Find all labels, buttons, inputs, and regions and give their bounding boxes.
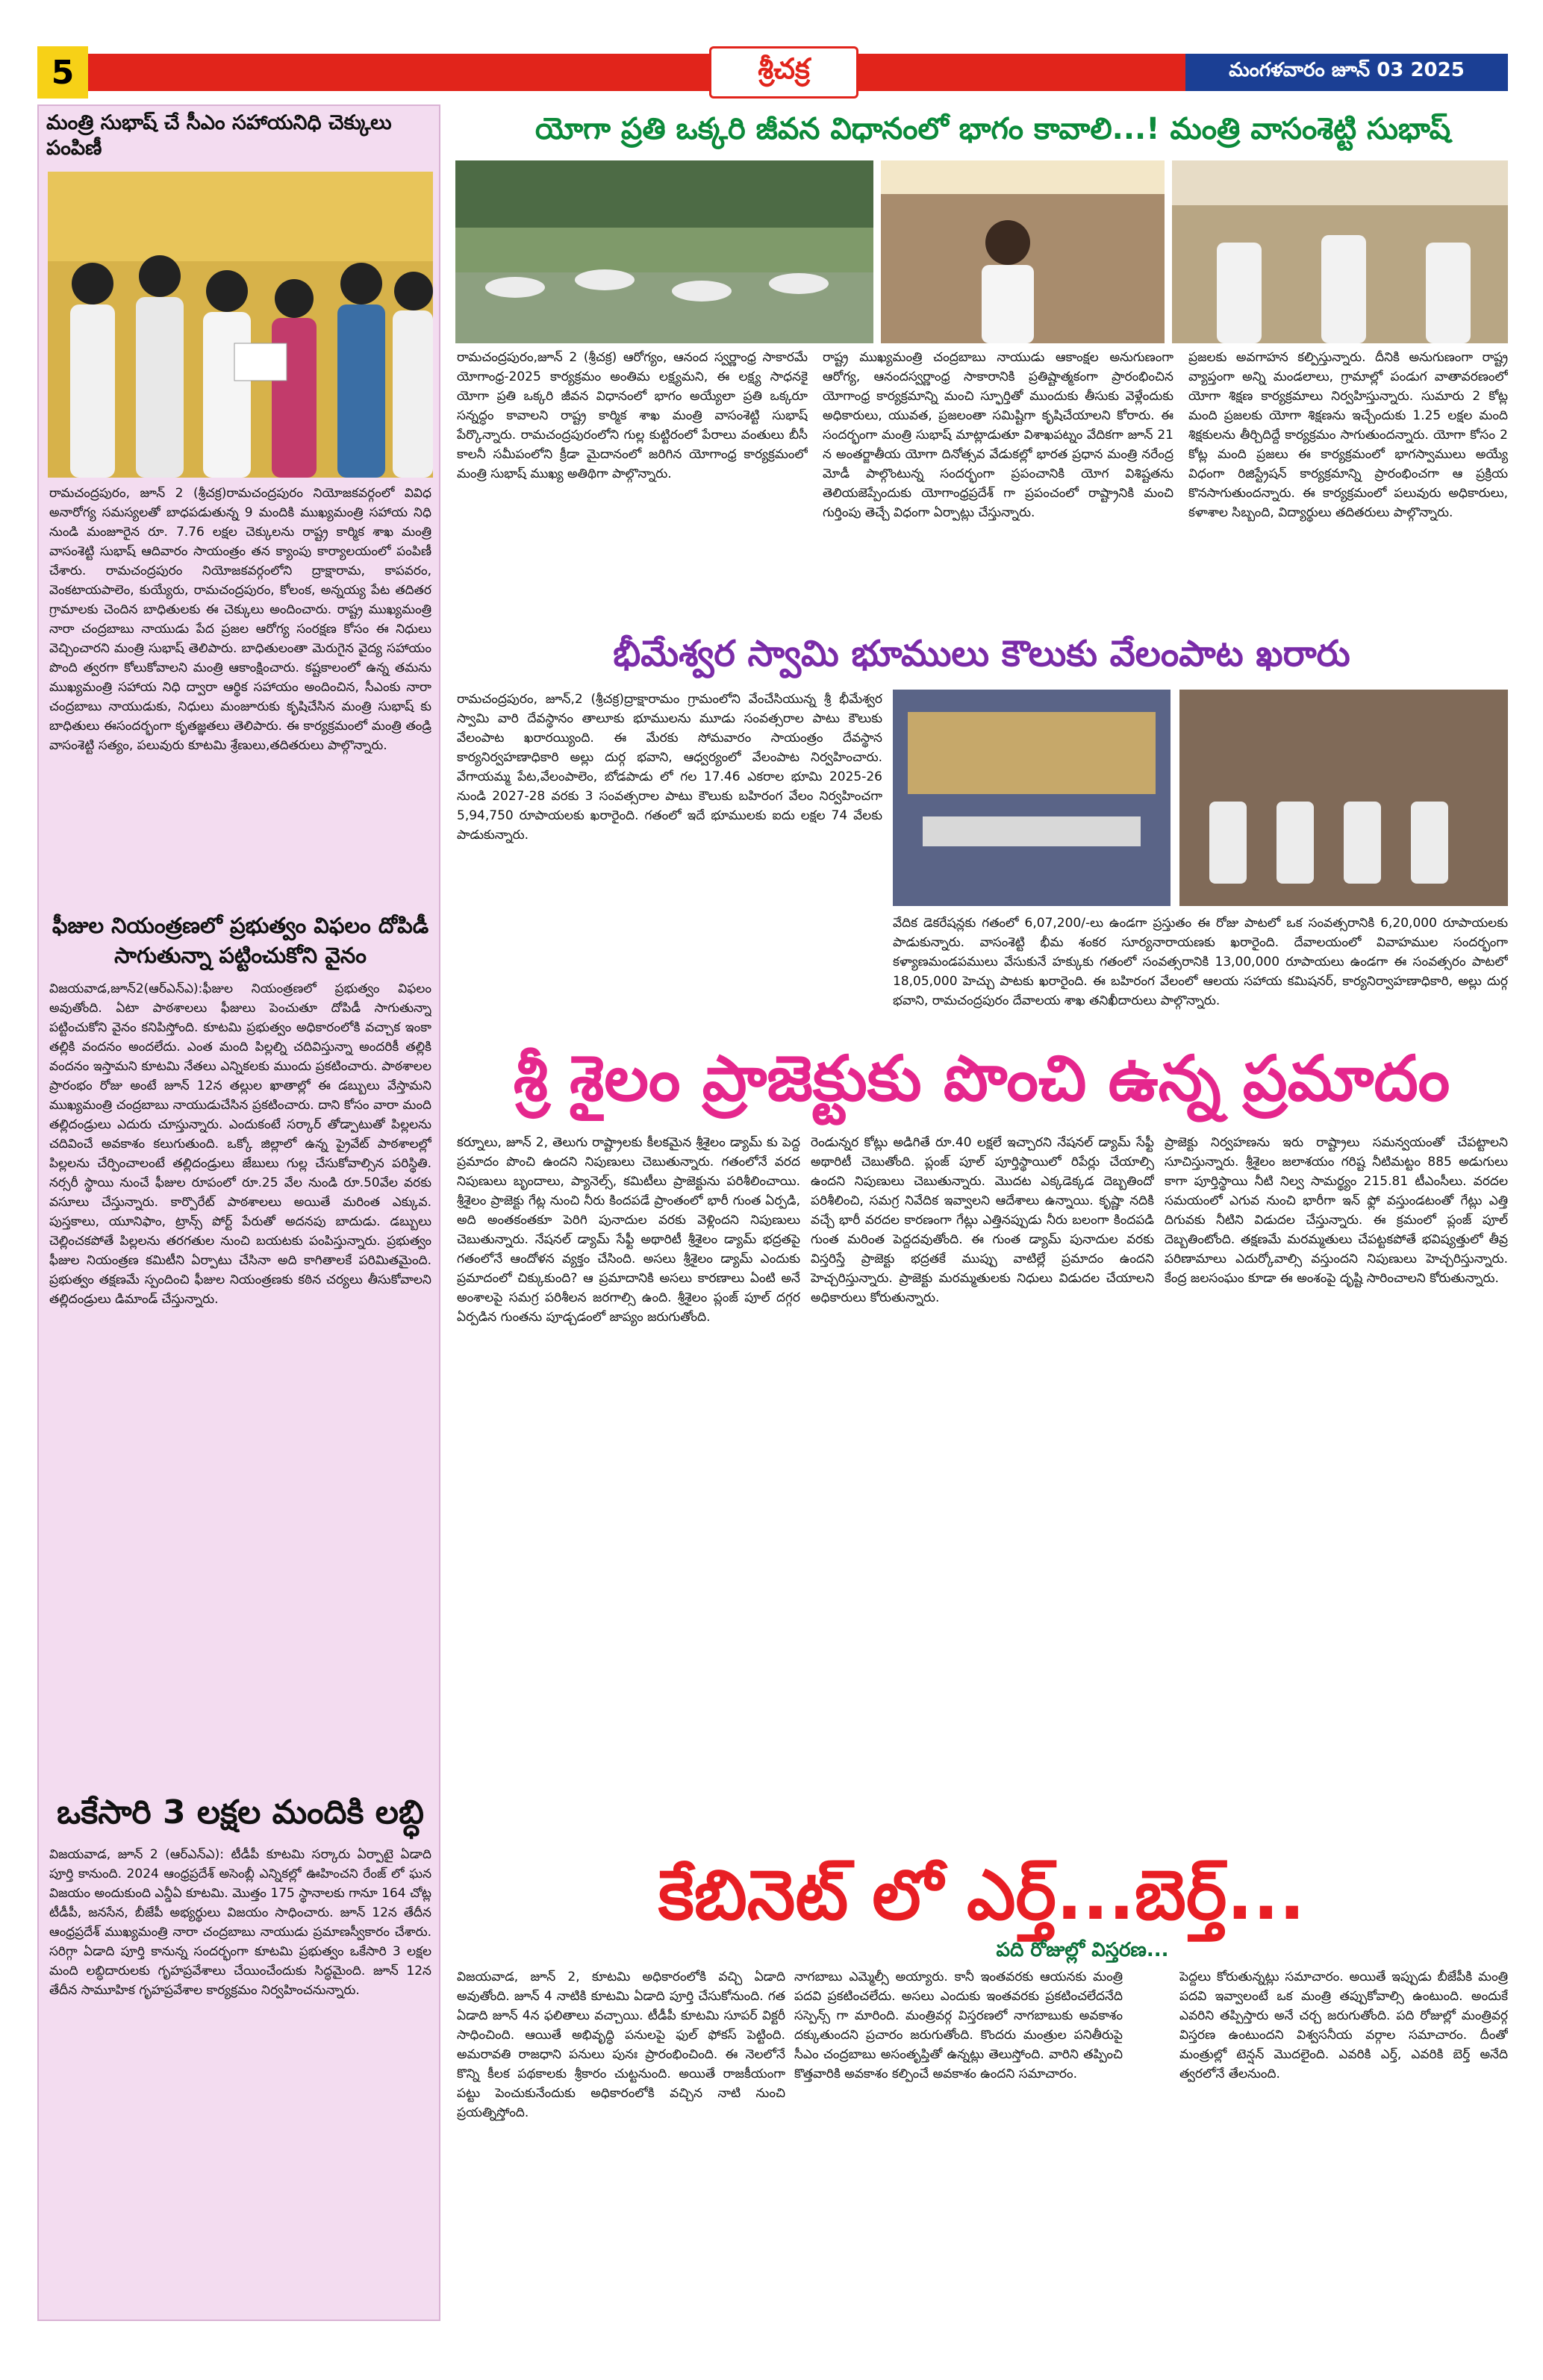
page-number: 5	[37, 46, 88, 99]
masthead	[37, 46, 1508, 99]
left-column	[37, 104, 440, 2321]
cm-relief-headline: మంత్రి సుభాష్ చే సీఎం సహాయనిధి చెక్కులు పంపిణీ	[46, 111, 392, 160]
yoga-body-col-2: రాష్ట్ర ముఖ్యమంత్రి చంద్రబాబు నాయుడు ఆకాంక్షల అనుగుణంగా ఆరోగ్య, ఆనందస్వర్ణాంధ్ర సాకారానికి ప్రతిష్టాత్మకంగా ప్రారంభించిన యోగాంధ్ర కార్యక్రమాన్ని మంచి స్ఫూర్తితో ముందుకు తీసుకు వెళ్లేందుకు అధికారులు, యువత, ప్రజలంతా సమిష్టిగా కృషిచేయాలని కోరారు. ఈ సందర్భంగా మంత్రి సుభాష్ మాట్లాడుతూ విశాఖపట్నం వేదికగా జూన్ 21 న అంతర్జాతీయ యోగా దినోత్సవ వేడుకల్లో భారత ప్రధాన మంత్రి నరేంద్ర మోడీ పాల్గొంటున్న సందర్భంగా ప్రపంచానికి యోగ విశిష్టతను తెలియజెప్పేందుకు యోగాంధ్రప్రదేశ్ గా ప్రపంచంలో రాష్ట్రానికి మంచి గుర్తింపు తెచ్చే విధంగా ఏర్పాట్లు చేస్తున్నారు.	[823, 350, 1173, 520]
bhimeswara-headline: భీమేశ్వర స్వామి భూములు కౌలుకు వేలంపాట ఖరారు	[613, 633, 1350, 675]
bhimeswara-body-col-2: వేదిక డెకరేషన్లకు గతంలో 6,07,200/-లు ఉండగా ప్రస్తుతం ఈ రోజు పాటలో ఒక సంవత్సరానికి 6,20,000 రూపాయలకు పాడుకున్నారు. వాసంశెట్టి భీమ శంకర సూర్యనారాయణకు ఖరారైంది. దేవాలయంలో వివాహముల సందర్భంగా కళ్యాణమండపములు వేసుకునే హక్కుకు గతంలో సంవత్సరానికి 13,00,000 రూపాయలు ఉండగా ఈ సంవత్సరం పాటలో 18,05,000 హెచ్చు పాటకు ఖరారైంది. ఈ బహిరంగ వేలంలో ఆలయ సహాయ కమిషనర్, కార్యనిర్వాహణాధికారి, అల్లు దుర్గ భవాని, రామచంద్రపురం దేవాలయ శాఖ తనిఖీదారులు పాల్గొన్నారు.	[893, 916, 1508, 1008]
cm-relief-body: రామచంద్రపురం, జూన్ 2 (శ్రీచక్ర)రామచంద్రపురం నియోజకవర్గంలో వివిధ అనారోగ్య సమస్యలతో బాధపడుతున్న 9 మందికి ముఖ్యమంత్రి సహాయ నిధి నుండి మంజూరైన రూ. 7.76 లక్షల చెక్కులను రాష్ట్ర కార్మిక శాఖ మంత్రి వాసంశెట్టి సుభాష్ ఆదివారం సాయంత్రం తన క్యాంపు కార్యాలయంలో పంపిణీ చేశారు. రామచంద్రపురం నియోజకవర్గంలోని ద్రాక్షారామ, కాపవరం, వెంకటాయపాలెం, కుయ్యేరు, రామచంద్రపురం, కోలంక, అన్నయ్య పేట తదితర గ్రామాలకు చెందిన బాధితులకు ఈ చెక్కులు అందించారు. రాష్ట్ర ముఖ్యమంత్రి నారా చంద్రబాబు నాయుడు పేద ప్రజల ఆరోగ్య సంరక్షణ కోసం ఈ నిధులు వెచ్చించారని మంత్రి సుభాష్ తెలిపారు. బాధితులంతా మెరుగైన వైద్య సహాయం పొంది త్వరగా కోలుకోవాలని మంత్రి ఆకాంక్షించారు. కష్టకాలంలో ఉన్న తమను ముఖ్యమంత్రి సహాయ నిధి ద్వారా ఆర్థిక సహాయం అందించిన, సీఎంకు నారా చంద్రబాబు నాయుడుకు, నిధులు మంజూరుకు కృషిచేసిన మంత్రి సుభాష్ కు బాధితులు ఈసందర్భంగా కృతజ్ఞతలు తెలిపారు. ఈ కార్యక్రమంలో మంత్రి తండ్రి వాసంశెట్టి సత్యం, పలువురు కూటమి శ్రేణులు,తదితరులు పాల్గొన్నారు.	[49, 486, 431, 753]
cabinet-body-col-1: విజయవాడ, జూన్ 2, కూటమి అధికారంలోకి వచ్చి ఏడాది అవుతోంది. జూన్ 4 నాటికి కూటమి ఏడాది పూర్తి చేసుకోనుంది. గత ఏడాది జూన్ 4న ఫలితాలు వచ్చాయి. టీడీపీ కూటమి సూపర్ విక్టరీ సాధించింది. ఆయితే అభివృద్ధి పనులపై ఫుల్ ఫోకస్ పెట్టింది. అమరావతి రాజధాని పనులు పునః ప్రారంభించింది. ఈ నెలలోనే కొన్ని కీలక పథకాలకు శ్రీకారం చుట్టనుంది. అయితే రాజకీయంగా పట్టు పెంచుకునేందుకు అధికారంలోకి వచ్చిన నాటి నుంచి ప్రయత్నిస్తోంది.	[457, 1970, 785, 2120]
yoga-headline: యోగా ప్రతి ఒక్కరి జీవన విధానంలో భాగం కావాలి...! మంత్రి వాసంశెట్టి సుభాష్	[534, 112, 1451, 146]
cheque-distribution-photo	[48, 172, 433, 478]
cabinet-body-col-2: నాగబాబు ఎమ్మెల్సీ అయ్యారు. కానీ ఇంతవరకు ఆయనకు మంత్రి పదవి ప్రకటించలేదు. అసలు ఎందుకు ఇంతవరకు ప్రకటించలేదనేది సస్పెన్స్ గా మారింది. మంత్రివర్గ విస్తరణలో నాగబాబుకు అవకాశం దక్కుతుందని ప్రచారం జరుగుతోంది. కొందరు మంత్రుల పనితీరుపై సీఎం చంద్రబాబు అసంతృప్తితో ఉన్నట్లు తెలుస్తోంది. వారిని తప్పించి కొత్తవారికి అవకాశం కల్పించే అవకాశం ఉందని సమాచారం.	[794, 1970, 1123, 2081]
srisailam-body-col-2: రెండున్నర కోట్లు అడిగితే రూ.40 లక్షలే ఇచ్చారని నేషనల్ డ్యామ్ సేఫ్టీ అథారిటీ చెబుతోంది. ప్లంజ్ పూల్ పూర్తిస్థాయిలో రిపేర్లు చేయాల్సి ఉందని నిపుణులు చెబుతున్నారు. మొదట ఎక్కడెక్కడ దెబ్బతిందో పరిశీలించి, సమగ్ర నివేదిక ఇవ్వాలని ఆదేశాలు ఉన్నాయి. కృష్ణా నదికి వచ్చే భారీ వరదల కారణంగా గేట్లు ఎత్తినప్పుడు నీరు బలంగా కిందపడి గుంత మరింత పెద్దదవుతోంది. ఈ గుంత డ్యామ్ పునాదుల వరకు విస్తరిస్తే ప్రాజెక్టు భద్రతకే ముప్పు వాటిల్లే ప్రమాదం ఉందని హెచ్చరిస్తున్నారు. ప్రాజెక్టు మరమ్మతులకు నిధులు విడుదల చేయాలని అధికారులు కోరుతున్నారు.	[811, 1135, 1154, 1305]
auction-stage-photo	[893, 690, 1171, 906]
bhimeswara-body-col-1: రామచంద్రపురం, జూన్,2 (శ్రీచక్ర)ద్రాక్షారామం గ్రామంలోని వేంచేసియున్న శ్రీ భీమేశ్వర స్వామి వారి దేవస్థానం తాలూకు భూములను మూడు సంవత్సరాల పాటు కౌలుకు వేలంపాట ఖరారయ్యింది. ఈ మేరకు సోమవారం సాయంత్రం దేవస్థాన కార్యనిర్వహణాధికారి అల్లు దుర్గ భవాని, ఆధ్వర్యంలో వేలంపాట నిర్వహించారు. వేగాయమ్మ పేట,వేలంపాలెం, బోడపాడు లో గల 17.46 ఎకరాల భూమి 2025-26 నుండి 2027-28 వరకు 3 సంవత్సరాల పాటు కౌలుకు బహిరంగ వేలం నిర్వహించగా 5,94,750 రూపాయలకు ఖరారైంది. గతంలో ఇదే భూములకు ఐదు లక్షల 74 వేలకు పాడుకున్నారు.	[457, 692, 882, 843]
housing-headline: ఒకేసారి 3 లక్షల మందికి లబ్ధి	[57, 1793, 424, 1831]
housing-body: విజయవాడ, జూన్ 2 (ఆర్ఎన్ఎ): టీడీపీ కూటమి సర్కారు ఏర్పాటై ఏడాది పూర్తి కానుంది. 2024 ఆంధ్రప్రదేశ్ అసెంబ్లీ ఎన్నికల్లో ఊహించని రేంజ్ లో ఘన విజయం అందుకుంది ఎన్డీఏ కూటమి. మొత్తం 175 స్థానాలకు గానూ 164 చోట్ల టీడీపీ, జనసేన, బీజేపీ అభ్యర్థులు విజయం సాధించారు. జూన్ 12న తేదీన ఆంధ్రప్రదేశ్ ముఖ్యమంత్రి నారా చంద్రబాబు నాయుడు ప్రమాణస్వీకారం చేశారు. సరిగ్గా ఏడాది పూర్తి కానున్న సందర్భంగా కూటమి ప్రభుత్వం ఒకేసారి 3 లక్షల మంది లబ్ధిదారులకు గృహప్రవేశాలు చేయించేందుకు సిద్ధమైంది. జూన్ 12న తేదీన సామూహిక గృహప్రవేశాల కార్యక్రమం నిర్వహించనున్నారు.	[49, 1847, 431, 1998]
newspaper-logo: శ్రీచక్ర	[709, 46, 858, 99]
yoga-body-col-3: ప్రజలకు అవగాహన కల్పిస్తున్నారు. దీనికి అనుగుణంగా రాష్ట్ర వ్యాప్తంగా అన్ని మండలాలు, గ్రామాల్లో పండుగ వాతావరణంలో యోగా శిక్షణ కార్యక్రమాలు నిర్వహిస్తున్నారు. సుమారు 2 కోట్ల మంది ప్రజలకు యోగా శిక్షణను ఇచ్చేందుకు 1.25 లక్షల మంది శిక్షకులను తీర్చిదిద్దే కార్యక్రమం సాగుతుందన్నారు. యోగా కోసం 2 కోట్ల మంది ప్రజలు ఈ కార్యక్రమంలో భాగస్వాములు అయ్యే విధంగా రిజిస్ట్రేషన్ కార్యక్రమాన్ని ప్రారంభించగా ఆ ప్రక్రియ కొనసాగుతుందన్నారు. ఈ కార్యక్రమంలో పలువురు అధికారులు, కళాశాల సిబ్బంది, విద్యార్థులు తదితరులు పాల్గొన్నారు.	[1188, 350, 1508, 520]
srisailam-body-col-1: కర్నూలు, జూన్ 2, తెలుగు రాష్ట్రాలకు కీలకమైన శ్రీశైలం డ్యామ్ కు పెద్ద ప్రమాదం పొంచి ఉందని నిపుణులు చెబుతున్నారు. గతంలోనే వరద నిపుణులు బృందాలు, ప్యానెల్స్, కమిటీలు ప్రాజెక్టును పరిశీలించాయి. శ్రీశైలం ప్రాజెక్టు గేట్ల నుంచి నీరు కిందపడే ప్రాంతంలో భారీ గుంత ఏర్పడి, అది అంతకంతకూ పెరిగి పునాదుల వరకు వెళ్లిందని నిపుణులు చెబుతున్నారు. నేషనల్ డ్యామ్ సేఫ్టీ అథారిటీ శ్రీశైలం డ్యామ్ భద్రతపై గతంలోనే ఆందోళన వ్యక్తం చేసింది. అసలు శ్రీశైలం డ్యామ్ ఎందుకు ప్రమాదంలో చిక్కుకుంది? ఆ ప్రమాదానికి అసలు కారణాలు ఏంటి అనే అంశాలపై సమగ్ర పరిశీలన జరగాల్సి ఉంది. శ్రీశైలం ప్లంజ్ పూల్ దగ్గర ఏర్పడిన గుంతను పూడ్చడంలో జాప్యం జరుగుతోంది.	[457, 1135, 800, 1325]
fee-regulation-body: విజయవాడ,జూన్2(ఆర్ఎన్ఎ):ఫీజుల నియంత్రణలో ప్రభుత్వం విఫలం అవుతోంది. ఏటా పాఠశాలలు ఫీజులు పెంచుతూ దోపిడీ సాగుతున్నా పట్టించుకోని వైనం కనిపిస్తోంది. కూటమి ప్రభుత్వం అధికారంలోకి వచ్చాక ఇంకా తల్లికి వందనం అందలేదు. ఎంత మంది పిల్లల్ని చదివిస్తున్నా అందరికీ తల్లికి వందనం ఇస్తామని కూటమి నేతలు ఎన్నికలకు ముందు ప్రకటించారు. పాఠశాలల ప్రారంభం రోజు అంటే జూన్ 12న తల్లుల ఖాతాల్లో ఈ డబ్బులు వేస్తామని ముఖ్యమంత్రి చంద్రబాబు నాయుడుచేసిన ప్రకటించారు. దాని కోసం వారా మంది తల్లిదండ్రులు ఎదురు చూస్తున్నారు. ఎందుకంటే సర్కార్ తోడ్పాటుతో పిల్లలను చదివించే అవకాశం కలుగుతుంది. ఒక్కో జిల్లాలో ఉన్న ప్రైవేట్ పాఠశాలల్లో పిల్లలను చేర్పించాలంటే తల్లిదండ్రులు జేబులు గుల్ల చేసుకోవాల్సిన పరిస్థితి. నర్సరీ స్థాయి నుంచే ఫీజుల రూపంలో రూ.25 వేల నుండి రూ.50వేల వరకు వసూలు చేస్తున్నారు. కార్పొరేట్ పాఠశాలలు అయితే మరింత ఎక్కువ. పుస్తకాలు, యూనిఫాం, ట్రాన్స్ పోర్ట్ పేరుతో అదనపు బాదుడు. డబ్బులు చెల్లించకపోతే పిల్లలను తరగతుల నుంచి బయటకు పంపిస్తున్నారు. ప్రభుత్వం ఫీజుల నియంత్రణ కమిటీని ఏర్పాటు చేసినా అది కాగితాలకే పరిమితమైంది. ప్రభుత్వం తక్షణమే స్పందించి ఫీజుల నియంత్రణకు కఠిన చర్యలు తీసుకోవాలని తల్లిదండ్రులు డిమాండ్ చేస్తున్నారు.	[49, 981, 431, 1307]
srisailam-headline: శ్రీ శైలం ప్రాజెక్టుకు పొంచి ఉన్న ప్రమాదం	[513, 1042, 1450, 1115]
yoga-dignitaries-photo	[1172, 160, 1508, 343]
issue-date: మంగళవారం జూన్ 03 2025	[1185, 54, 1508, 91]
srisailam-body-col-3: ప్రాజెక్టు నిర్వహణను ఇరు రాష్ట్రాలు సమన్వయంతో చేపట్టాలని సూచిస్తున్నారు. శ్రీశైలం జలాశయం గరిష్ట నీటిమట్టం 885 అడుగులు కాగా పూర్తిస్థాయి నీటి నిల్వ సామర్థ్యం 215.81 టీఎంసీలు. వరదల సమయంలో ఎగువ నుంచి భారీగా ఇన్ ఫ్లో వస్తుండటంతో గేట్లు ఎత్తి దిగువకు నీటిని విడుదల చేస్తున్నారు. ఈ క్రమంలో ప్లంజ్ పూల్ దెబ్బతింటోంది. తక్షణమే మరమ్మతులు చేపట్టకపోతే భవిష్యత్తులో తీవ్ర పరిణామాలు ఎదుర్కోవాల్సి వస్తుందని నిపుణులు హెచ్చరిస్తున్నారు. కేంద్ర జలసంఘం కూడా ఈ అంశంపై దృష్టి సారించాలని కోరుతున్నారు.	[1165, 1135, 1508, 1286]
yoga-session-photo	[455, 160, 873, 343]
cabinet-headline: కేబినెట్ లో ఎర్త్...బెర్త్...	[658, 1855, 1306, 1935]
fee-regulation-headline: ఫీజుల నియంత్రణలో ప్రభుత్వం విఫలం దోపిడీ సాగుతున్నా పట్టించుకోని వైనం	[52, 913, 429, 968]
auction-audience-photo	[1179, 690, 1508, 906]
cabinet-body-col-3: పెద్దలు కోరుతున్నట్లు సమాచారం. అయితే ఇప్పుడు బీజేపీకి మంత్రి పదవి ఇవ్వాలంటే ఒక మంత్రి తప్పుకోవాల్సి ఉంటుంది. అందుకే ఎవరిని తప్పిస్తారు అనే చర్చ జరుగుతోంది. పది రోజుల్లో మంత్రివర్గ విస్తరణ ఉంటుందని విశ్వసనీయ వర్గాల సమాచారం. దీంతో మంత్రుల్లో టెన్షన్ మొదలైంది. ఎవరికి ఎర్త్, ఎవరికి బెర్త్ అనేది త్వరలోనే తేలనుంది.	[1179, 1970, 1508, 2081]
masthead-band	[88, 54, 1185, 91]
yoga-speech-photo	[881, 160, 1165, 343]
yoga-body-col-1: రామచంద్రపురం,జూన్ 2 (శ్రీచక్ర) ఆరోగ్యం, ఆనంద స్వర్ణాంధ్ర సాకారమే యోగాంధ్ర-2025 కార్యక్రమం అంతిమ లక్ష్యమని, ఈ లక్ష్య సాధనకై యోగా ప్రతి ఒక్కరి జీవన విధానంలో భాగం అయ్యేలా ప్రతి ఒక్కరూ సన్నద్ధం కావాలని రాష్ట్ర కార్మిక శాఖ మంత్రి వాసంశెట్టి సుభాష్ పేర్కొన్నారు. రామచంద్రపురంలోని గుల్ల కుట్టిరంలో పేరాలు వంతులు బీసీ కాలనీ సమీపంలోని క్రీడా మైదానంలో జరిగిన యోగాంధ్ర కార్యక్రమంలో మంత్రి సుభాష్ ముఖ్య అతిథిగా పాల్గొన్నారు.	[457, 350, 808, 481]
cabinet-subheadline: పది రోజుల్లో విస్తరణ...	[996, 1939, 1169, 1961]
